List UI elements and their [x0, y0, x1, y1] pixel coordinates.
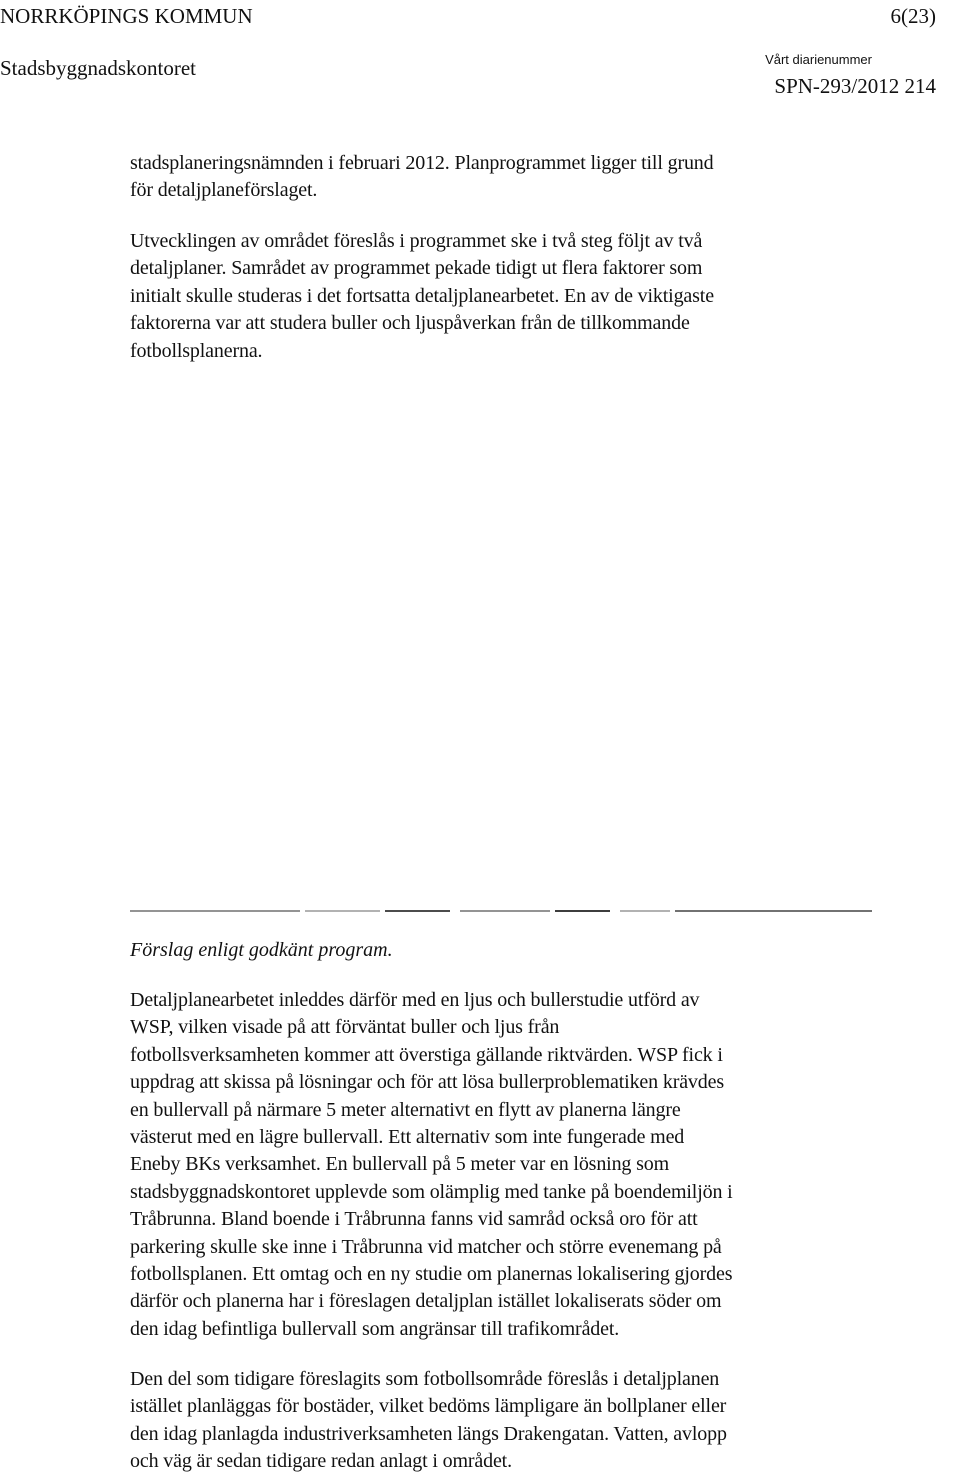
text-line: Den del som tidigare föreslagits som fotbollsområde föreslås i detaljplanen	[130, 1368, 720, 1390]
text-line: västerut med en lägre bullervall. Ett alternativ som inte fungerade med	[130, 1126, 685, 1149]
text-line: Utvecklingen av området föreslås i programmet ske i två steg följt av två	[130, 230, 703, 252]
text-line: för detaljplaneförslaget.	[130, 179, 318, 202]
text-line: den idag befintliga bullervall som angränsar till trafikområdet.	[130, 1317, 620, 1340]
text-line: fotbollsverksamheten kommer att överstiga gällande riktvärden. WSP fick i	[130, 1043, 723, 1066]
text-line: en bullervall på närmare 5 meter alternativt en flytt av planerna längre	[130, 1098, 681, 1121]
text-line: uppdrag att skissa på lösningar och för att lösa bullerproblematiken krävdes	[130, 1071, 724, 1094]
text-line: faktorerna var att studera buller och ljuspåverkan från de tillkommande	[130, 312, 690, 335]
paragraph-2	[130, 228, 870, 365]
page-number: 6(23)	[890, 4, 936, 28]
text-line: och väg är sedan tidigare redan anlagt i området.	[130, 1450, 512, 1473]
text-line: därför och planerna har i föreslagen detaljplan istället lokaliserats söder om	[130, 1290, 722, 1313]
text-line: Detaljplanearbetet inleddes därför med en ljus och bullerstudie utförd av	[130, 989, 700, 1011]
figure-bottom-border	[130, 910, 872, 912]
text-line: fotbollsplanerna.	[130, 339, 263, 362]
organization-name: NORRKÖPINGS KOMMUN	[0, 4, 253, 28]
paragraph-1	[130, 150, 870, 205]
text-line: stadsplaneringsnämnden i februari 2012. Planprogrammet ligger till grund	[130, 152, 714, 174]
department-name: Stadsbyggnadskontoret	[0, 56, 196, 80]
text-line: WSP, vilken visade på att förväntat buller och ljus från	[130, 1016, 560, 1039]
reference-number: SPN-293/2012 214	[774, 74, 936, 98]
text-line: parkering skulle ske inne i Tråbrunna vid matcher och större evenemang på	[130, 1235, 722, 1258]
text-line: fotbollsplanen. Ett omtag och en ny studie om planernas lokalisering gjordes	[130, 1263, 733, 1286]
text-line: detaljplaner. Samrådet av programmet pekade tidigt ut flera faktorer som	[130, 257, 703, 280]
text-line: stadsbyggnadskontoret upplevde som olämplig med tanke på boendemiljön i	[130, 1180, 733, 1203]
paragraph-4	[130, 1366, 870, 1476]
text-line: den idag planlagda industriverksamheten längs Drakengatan. Vatten, avlopp	[130, 1422, 727, 1445]
text-line: initialt skulle studeras i det fortsatta detaljplanearbetet. En av de viktigaste	[130, 284, 714, 307]
text-line: istället planläggas för bostäder, vilket bedöms lämpligare än bollplaner eller	[130, 1395, 727, 1418]
text-line: Eneby BKs verksamhet. En bullervall på 5 meter var en lösning som	[130, 1153, 670, 1176]
text-line: Tråbrunna. Bland boende i Tråbrunna fanns vid samråd också oro för att	[130, 1208, 698, 1231]
paragraph-3	[130, 987, 870, 1343]
figure-caption: Förslag enligt godkänt program.	[130, 939, 393, 961]
reference-label: Vårt diarienummer	[765, 52, 872, 67]
